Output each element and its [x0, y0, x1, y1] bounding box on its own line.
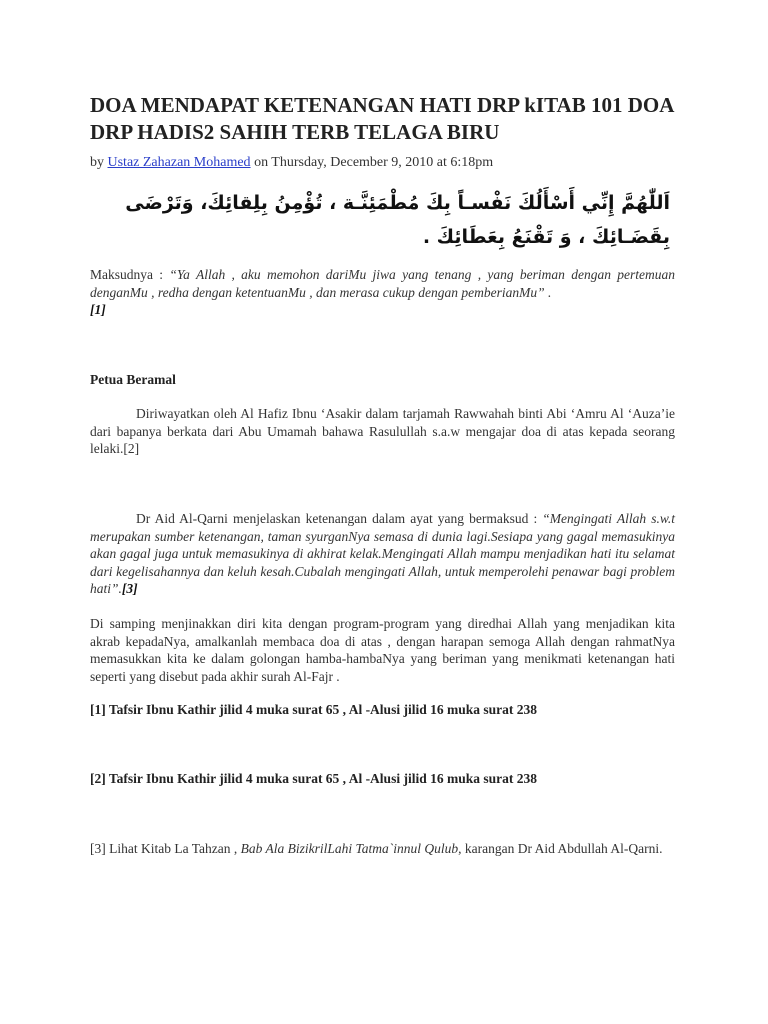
- meaning-paragraph: [90, 266, 675, 319]
- byline-date: on Thursday, December 9, 2010 at 6:18pm: [250, 155, 494, 170]
- paragraph-riwayat-text: Diriwayatkan oleh Al Hafiz Ibnu ‘Asakir dalam tarjamah Rawwahah binti Abi ‘Amru Al ‘Auza’ie dari bapanya berkata dari Abu Umamah bahawa Rasulullah s.a.w mengajar doa di atas kepada seorang lelaki.[2]: [90, 406, 675, 456]
- footnote-1: [1] Tafsir Ibnu Kathir jilid 4 muka surat 65 , Al -Alusi jilid 16 muka surat 238: [90, 702, 537, 717]
- author-link[interactable]: Ustaz Zahazan Mohamed: [107, 155, 251, 170]
- paragraph-qarni: [90, 510, 675, 598]
- footnote-3-title: Bab Ala BizikrilLahi Tatma`innul Qulub: [240, 841, 459, 856]
- footnote-ref-1[interactable]: [1]: [90, 302, 106, 317]
- document-page: [90, 0, 690, 1024]
- section-heading: Petua Beramal: [90, 372, 176, 387]
- byline: [90, 154, 690, 172]
- byline-prefix: by: [90, 155, 108, 170]
- paragraph-qarni-text: Dr Aid Al-Qarni menjelaskan ketenangan dalam ayat yang bermaksud :: [136, 511, 543, 526]
- footnote-2: [2] Tafsir Ibnu Kathir jilid 4 muka surat 65 , Al -Alusi jilid 16 muka surat 238: [90, 771, 537, 786]
- paragraph-qarni-quote: “Mengingati Allah s.w.t merupakan sumber ketenangan, taman syurganNya semasa di dunia lagi.Sesiapa yang gagal memasukinya akan gagal juga untuk memasukinya di akhirat kelak.Mengingati Allah mampu menjadikan hati itu selamat dari kegelisahannya dan keluh kesah.Cubalah mengingati Allah, untuk memperolehi penawar bagi problem hati”.: [90, 511, 675, 596]
- paragraph-amalan: Di samping menjinakkan diri kita dengan program-program yang diredhai Allah yang menjadikan kita akrab kepadaNya, amalkanlah membaca doa di atas , dengan harapan semoga Allah dengan rahmatNya memasukkan kita ke dalam golongan hamba-hambaNya yang beriman yang menikmati ketenangan hati seperti yang disebut pada akhir surah Al-Fajr .: [90, 616, 675, 684]
- arabic-line-2: بِقَضَـائِكَ ، وَ تَقْنَعُ بِعَطَائِكَ .: [422, 226, 670, 248]
- footnote-3-suffix: , karangan Dr Aid Abdullah Al-Qarni.: [458, 841, 663, 856]
- footnote-3-prefix: [3] Lihat Kitab La Tahzan ,: [90, 841, 241, 856]
- article-title: DOA MENDAPAT KETENANGAN HATI DRP kITAB 101 DOA DRP HADIS2 SAHIH TERB TELAGA BIRU: [90, 93, 674, 144]
- arabic-prayer: [90, 186, 670, 254]
- meaning-quote: “Ya Allah , aku memohon dariMu jiwa yang tenang , yang beriman dengan pertemuan denganMu , redha dengan ketentuanMu , dan merasa cukup dengan pemberianMu” .: [90, 267, 675, 300]
- paragraph-riwayat: [90, 405, 675, 458]
- meaning-label: Maksudnya :: [90, 267, 170, 282]
- arabic-line-1: اَللّٰهُمَّ إِنِّي أَسْأَلُكَ نَفْسـاً بِكَ مُطْمَئِنَّـة ، تُؤْمِنُ بِلِقائِكَ، وَتَرْضَى: [125, 192, 670, 214]
- footnote-ref-3[interactable]: [3]: [121, 581, 138, 596]
- footnote-3: [90, 840, 690, 858]
